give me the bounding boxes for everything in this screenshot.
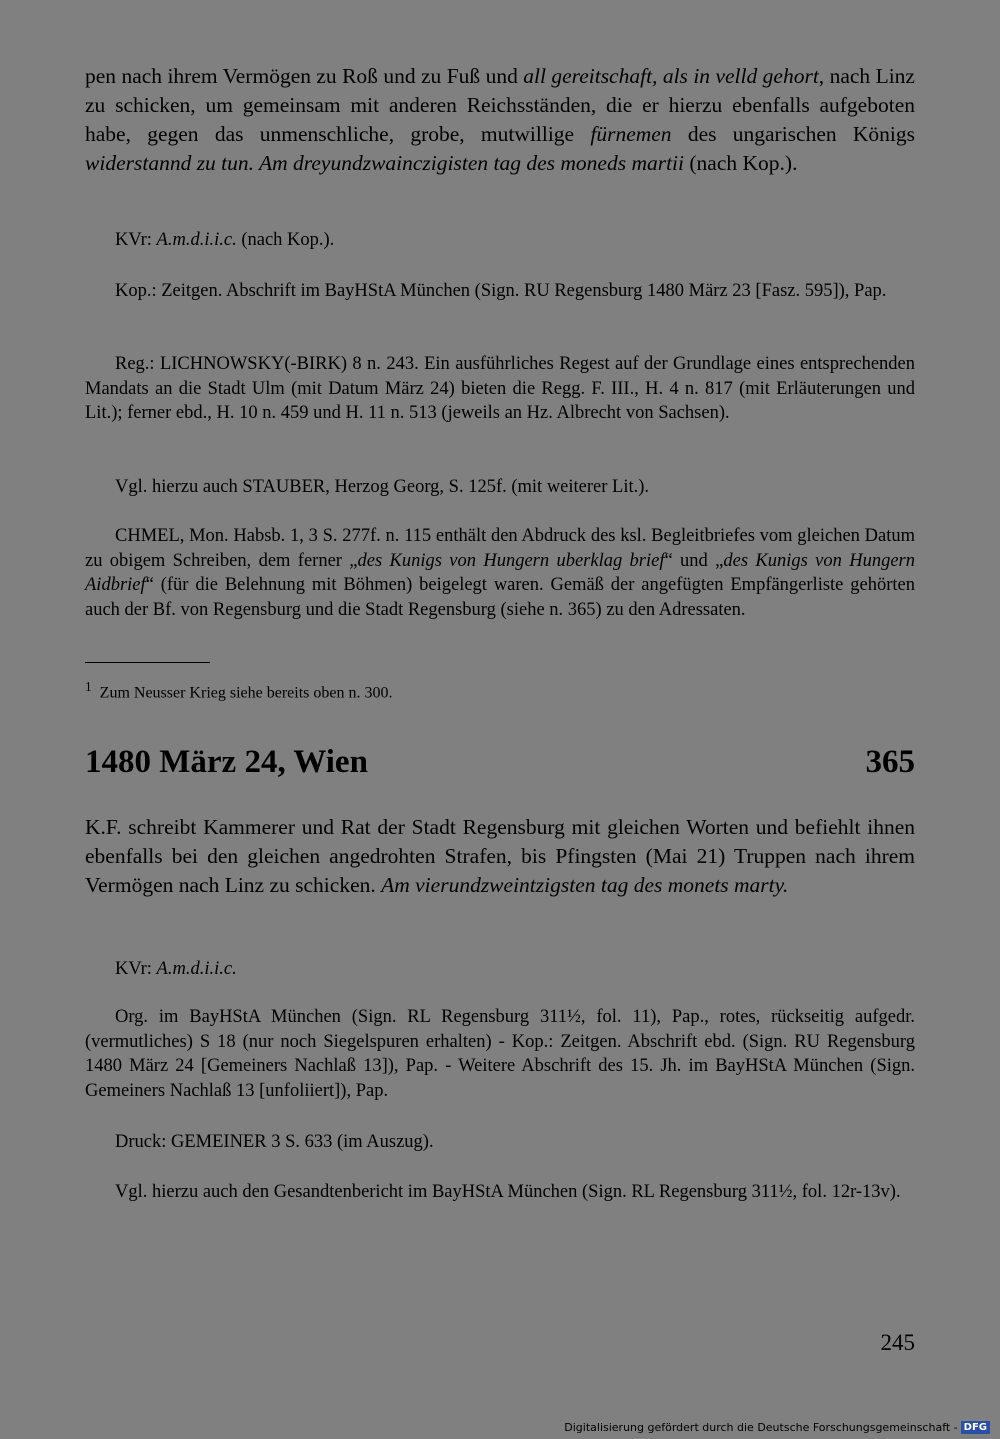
reg-text: Reg.: LICHNOWSKY(-BIRK) 8 n. 243. Ein ausführliches Regest auf der Grundlage eines entsprechenden Mandats an die Stadt Ulm (mit Datum März 24) bieten die Regg. F. III., H. 4 n. 817 (mit Erläuterungen und Lit.); ferner ebd., H. 10 n. 459 und H. 11 n. 513 (jeweils an Hz. Albrecht von Sachsen). bbox=[85, 354, 915, 423]
dfg-credit bbox=[564, 1421, 990, 1434]
footnote-text: Zum Neusser Krieg siehe bereits oben n. 300. bbox=[99, 684, 393, 702]
org-text: Org. im BayHStA München (Sign. RL Regensburg 311½, fol. 11), Pap., rotes, rückseitig aufgedr. (vermutliches) S 18 (nur noch Siegelspuren erhalten) - Kop.: Zeitgen. Abschrift ebd. (Sign. RU Regensburg 1480 März 24 [Gemeiners Nachlaß 13]), Pap. - Weitere Abschrift des 15. Jh. im BayHStA München (Sign. Gemeiners Nachlaß 13 [unfoliiert]), Pap. bbox=[85, 1007, 915, 1101]
entry-date-place: 1480 März 24, Wien bbox=[85, 744, 368, 780]
quoted-text: all gereitschaft, als in velld gehort, bbox=[523, 64, 825, 88]
vgl-text: Vgl. hierzu auch den Gesandtenbericht im BayHStA München (Sign. RL Regensburg 311½, fol. 12r-13v). bbox=[115, 1182, 901, 1202]
text-run: (nach Kop.). bbox=[684, 151, 798, 175]
page-number: 245 bbox=[880, 1330, 915, 1355]
vgl-text: Vgl. hierzu auch STAUBER, Herzog Georg, S. 125f. (mit weiterer Lit.). bbox=[115, 477, 650, 497]
quoted-text: des Kunigs von Hungern Aidbrief bbox=[85, 550, 915, 595]
vgl-note-2 bbox=[85, 1180, 915, 1205]
text-run: pen nach ihrem Vermögen zu Roß und zu Fuß und bbox=[85, 64, 524, 88]
top-paragraph bbox=[85, 62, 915, 178]
druck-note bbox=[85, 1130, 945, 1155]
text-run: K.F. schreibt Kammerer und Rat der Stadt Regensburg mit gleichen Worten und befiehlt ihnen ebenfalls bei den gleichen angedrohten Strafen, bis Pfingsten (Mai 21) Truppen nach ihrem Vermögen nach Linz zu schicken. bbox=[85, 815, 915, 897]
text-run: nach Linz zu schicken, um gemeinsam mit anderen Reichsständen, die er hierzu ebenfalls aufgeboten habe, gegen das unmenschliche, grobe, mutwillige bbox=[85, 64, 915, 146]
text-run: CHMEL, Mon. Habsb. 1, 3 S. 277f. n. 115 enthält den Abdruck des ksl. Begleitbriefes vom gleichen Datum zu obigem Schreiben, dem ferner „ bbox=[85, 526, 915, 571]
vgl-note-1 bbox=[85, 475, 945, 500]
entry-heading bbox=[85, 742, 915, 782]
footnote bbox=[85, 677, 915, 703]
chmel-note bbox=[85, 524, 915, 622]
kvr-value: A.m.d.i.i.c. bbox=[156, 959, 237, 979]
footnote-mark: 1 bbox=[85, 679, 92, 694]
kvr-note-2 bbox=[85, 957, 945, 982]
reg-note bbox=[85, 352, 915, 426]
text-run: “ und „ bbox=[664, 550, 724, 571]
quoted-text: fürnemen bbox=[590, 122, 672, 146]
kvr-value: A.m.d.i.i.c. bbox=[156, 230, 237, 250]
kvr-note-1 bbox=[85, 228, 945, 253]
kop-text: Kop.: Zeitgen. Abschrift im BayHStA München (Sign. RU Regensburg 1480 März 23 [Fasz. 595]), Pap. bbox=[115, 281, 887, 301]
text-run: des ungarischen Königs bbox=[671, 122, 916, 146]
kvr-suffix: (nach Kop.). bbox=[236, 230, 335, 250]
text-run: “ (für die Belehnung mit Böhmen) beigelegt waren. Gemäß der angefügten Empfängerliste gehörten auch der Bf. von Regensburg und die Stadt Regensburg (siehe n. 365) zu den Adressaten. bbox=[85, 575, 915, 620]
dfg-logo-icon: DFG bbox=[961, 1421, 990, 1434]
org-note bbox=[85, 1005, 915, 1103]
druck-text: Druck: GEMEINER 3 S. 633 (im Auszug). bbox=[115, 1132, 434, 1152]
footnote-divider bbox=[85, 662, 210, 663]
entry-summary bbox=[85, 813, 915, 900]
quoted-text: widerstannd zu tun. Am dreyundzwainczigisten tag des moneds martii bbox=[85, 151, 685, 175]
credit-text: Digitalisierung gefördert durch die Deutsche Forschungsgemeinschaft - bbox=[564, 1421, 958, 1434]
quoted-text: des Kunigs von Hungern uberklag brief bbox=[357, 550, 665, 571]
entry-number: 365 bbox=[865, 744, 915, 780]
quoted-text: Am vierundzweintzigsten tag des monets marty. bbox=[381, 873, 789, 897]
kvr-label: KVr: bbox=[115, 230, 157, 250]
kop-note bbox=[85, 279, 915, 304]
kvr-label: KVr: bbox=[115, 959, 157, 979]
